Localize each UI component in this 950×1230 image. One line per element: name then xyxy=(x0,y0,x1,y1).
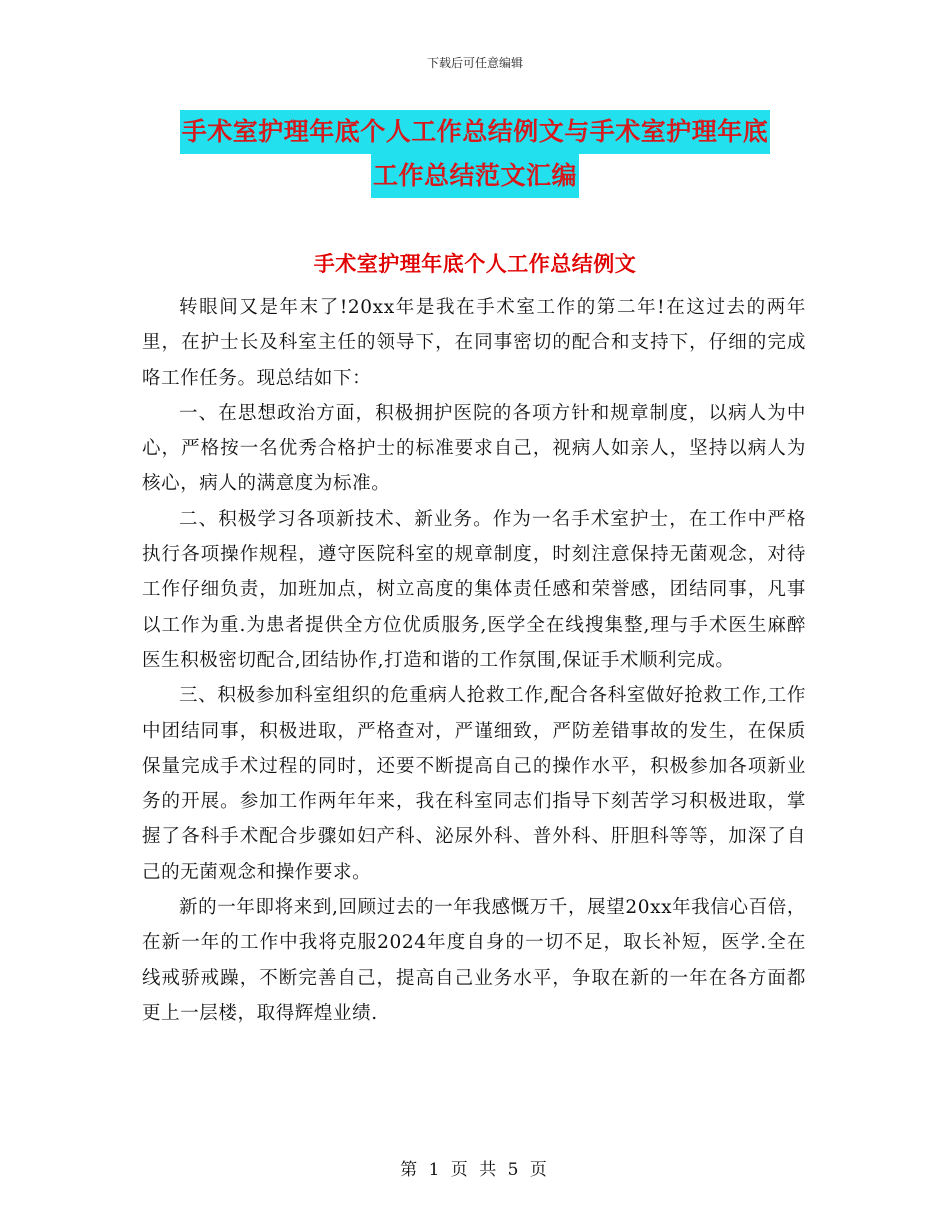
paragraph: 三、积极参加科室组织的危重病人抢救工作,配合各科室做好抢救工作,工作中团结同事，积极进取，严格查对，严谨细致，严防差错事故的发生，在保质保量完成手术过程的同时，还要不断提高自己的操作水平，积极参加各项新业务的开展。参加工作两年年来，我在科室同志们指导下刻苦学习积极进取，掌握了各科手术配合步骤如妇产科、泌尿外科、普外科、肝胆科等等，加深了自己的无菌观念和操作要求。 xyxy=(142,685,806,883)
paragraph: 二、积极学习各项新技术、新业务。作为一名手术室护士，在工作中严格执行各项操作规程，遵守医院科室的规章制度，时刻注意保持无菌观念，对待工作仔细负责，加班加点，树立高度的集体责任感和荣誉感，团结同事，凡事以工作为重.为患者提供全方位优质服务,医学全在线搜集整,理与手术医生麻醉医生积极密切配合,团结协作,打造和谐的工作氛围,保证手术顺利完成。 xyxy=(142,508,806,671)
paragraph: 新的一年即将来到,回顾过去的一年我感慨万千，展望20xx年我信心百倍，在新一年的工作中我将克服2024年度自身的一切不足，取长补短，医学.全在线戒骄戒躁，不断完善自己，提高自己业务水平，争取在新的一年在各方面都更上一层楼，取得辉煌业绩. xyxy=(142,897,806,1024)
document-title xyxy=(0,110,950,198)
section-title: 手术室护理年底个人工作总结例文 xyxy=(313,252,637,276)
page-footer: 第 1 页 共 5 页 xyxy=(400,1160,550,1180)
document-title-line-1: 手术室护理年底个人工作总结例文与手术室护理年底 xyxy=(180,110,771,154)
paragraph: 一、在思想政治方面，积极拥护医院的各项方针和规章制度，以病人为中心，严格按一名优秀合格护士的标准要求自己，视病人如亲人，坚持以病人为核心，病人的满意度为标准。 xyxy=(142,402,806,495)
header-note: 下载后可任意编辑 xyxy=(426,56,523,70)
body-text xyxy=(142,290,806,1031)
document-title-line-2: 工作总结范文汇编 xyxy=(371,154,579,198)
paragraph: 转眼间又是年末了!20xx年是我在手术室工作的第二年!在这过去的两年里，在护士长及科室主任的领导下，在同事密切的配合和支持下，仔细的完成咯工作任务。现总结如下： xyxy=(142,297,806,389)
